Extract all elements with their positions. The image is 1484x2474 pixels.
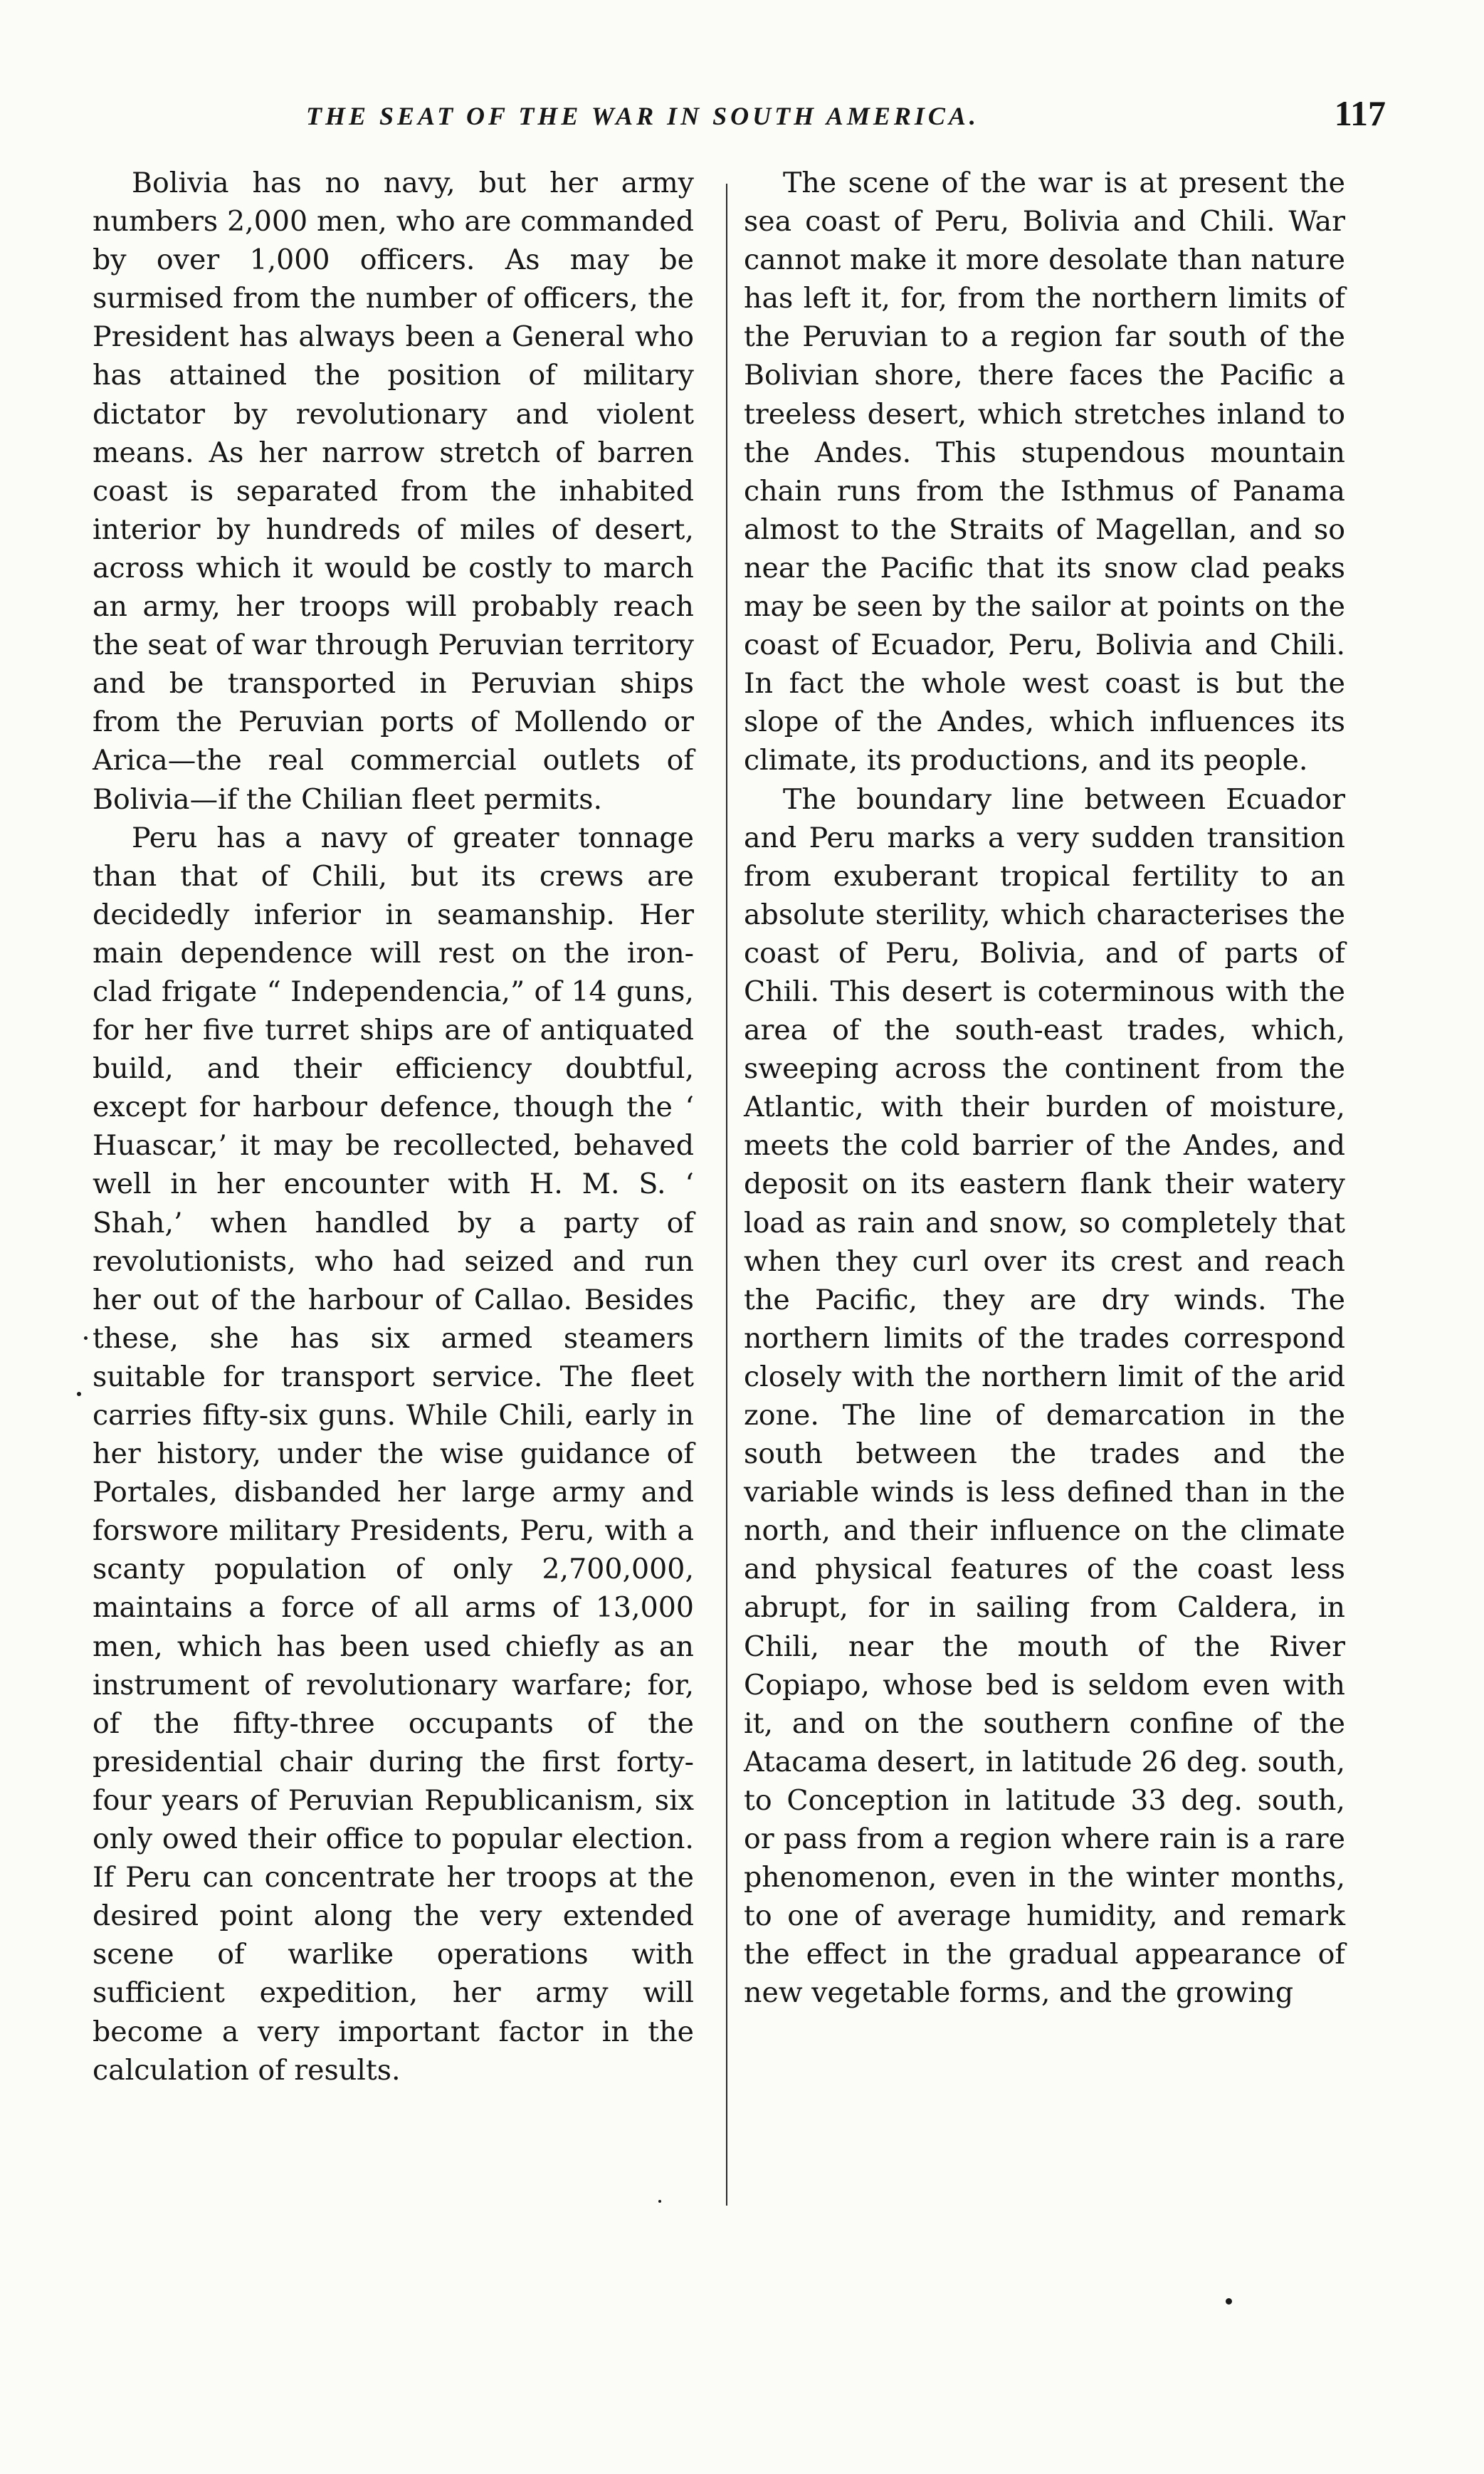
paragraph-peru-navy: Peru has a navy of greater tonnage than that of Chili, but its crews are decidedly inferior in seamanship. Her main dependence will rest on the iron-clad frigate “ Independencia,” of 14 guns, for her five turret ships are of antiquated build, and their efficiency doubtful, except for harbour defence, though the ‘ Huascar,’ it may be recollected, behaved well in her encounter with H. M. S. ‘ Shah,’ when handled by a party of revolutionists, who had seized and run her out of the harbour of Callao. Besides these, she has six armed steamers suitable for transport service. The fleet carries fifty-six guns. While Chili, early in her history, under the wise guidance of Portales, disbanded her large army and forswore military Presidents, Peru, with a scanty population of only 2,700,000, maintains a force of all arms of 13,000 men, which has been used chiefly as an instrument of revolutionary warfare; for, of the fifty-three occupants of the presidential chair during the first forty-four years of Peruvian Republicanism, six only owed their office to popular election. If Peru can concentrate her troops at the desired point along the very extended scene of warlike operations with sufficient expedition, her army will become a very important factor in the calculation of results. [93,821,694,2087]
paragraph-scene-of-war: The scene of the war is at present the sea coast of Peru, Bolivia and Chili. War cannot make it more desolate than nature has left it, for, from the northern limits of the Peruvian to a region far south of the Bolivian shore, there faces the Pacific a treeless desert, which stretches inland to the Andes. This stupendous mountain chain runs from the Isthmus of Panama almost to the Straits of Magellan, and so near the Pacific that its snow clad peaks may be seen by the sailor at points on the coast of Ecuador, Peru, Bolivia and Chili. In fact the whole west coast is but the slope of the Andes, which influences its climate, its productions, and its people. [744,167,1345,777]
paragraph-bolivia-army: Bolivia has no navy, but her army numbers 2,000 men, who are commanded by over 1,000 officers. As may be surmised from the number of officers, the President has always been a General who has attained the position of military dictator by revolutionary and violent means. As her narrow stretch of barren coast is separated from the inhabited interior by hundreds of miles of desert, across which it would be costly to march an army, her troops will probably reach the seat of war through Peruvian territory and be transported in Peruvian ships from the Peruvian ports of Mollendo or Arica—the real commercial outlets of Bolivia—if the Chilian fleet permits. [93,167,694,816]
print-speck [658,2200,661,2203]
running-head [93,91,1391,148]
right-column [744,164,1345,2013]
print-speck [84,1336,88,1340]
left-column [93,164,694,2090]
print-speck [77,1392,81,1396]
running-title: THE SEAT OF THE WAR IN SOUTH AMERICA. [306,102,979,130]
column-divider [726,184,727,2206]
paragraph-boundary-line: The boundary line between Ecuador and Peru marks a very sudden transition from exuberant tropical fertility to an absolute sterility, which characterises the coast of Peru, Bolivia, and of parts of Chili. This desert is coterminous with the area of the south-east trades, which, sweeping across the continent from the Atlantic, with their burden of moisture, meets the cold barrier of the Andes, and deposit on its eastern flank their watery load as rain and snow, so completely that when they curl over its crest and reach the Pacific, they are dry winds. The northern limits of the trades correspond closely with the northern limit of the arid zone. The line of demarcation in the south between the trades and the variable winds is less defined than in the north, and their influence on the climate and physical features of the coast less abrupt, for in sailing from Caldera, in Chili, near the mouth of the River Copiapo, whose bed is seldom even with it, and on the southern confine of the Atacama desert, in latitude 26 deg. south, to Conception in latitude 33 deg. south, or pass from a region where rain is a rare phenomenon, even in the winter months, to one of average humidity, and remark the effect in the gradual appearance of new vegetable forms, and the growing [744,782,1345,2010]
print-speck [1226,2298,1232,2305]
page-number: 117 [1334,93,1386,133]
